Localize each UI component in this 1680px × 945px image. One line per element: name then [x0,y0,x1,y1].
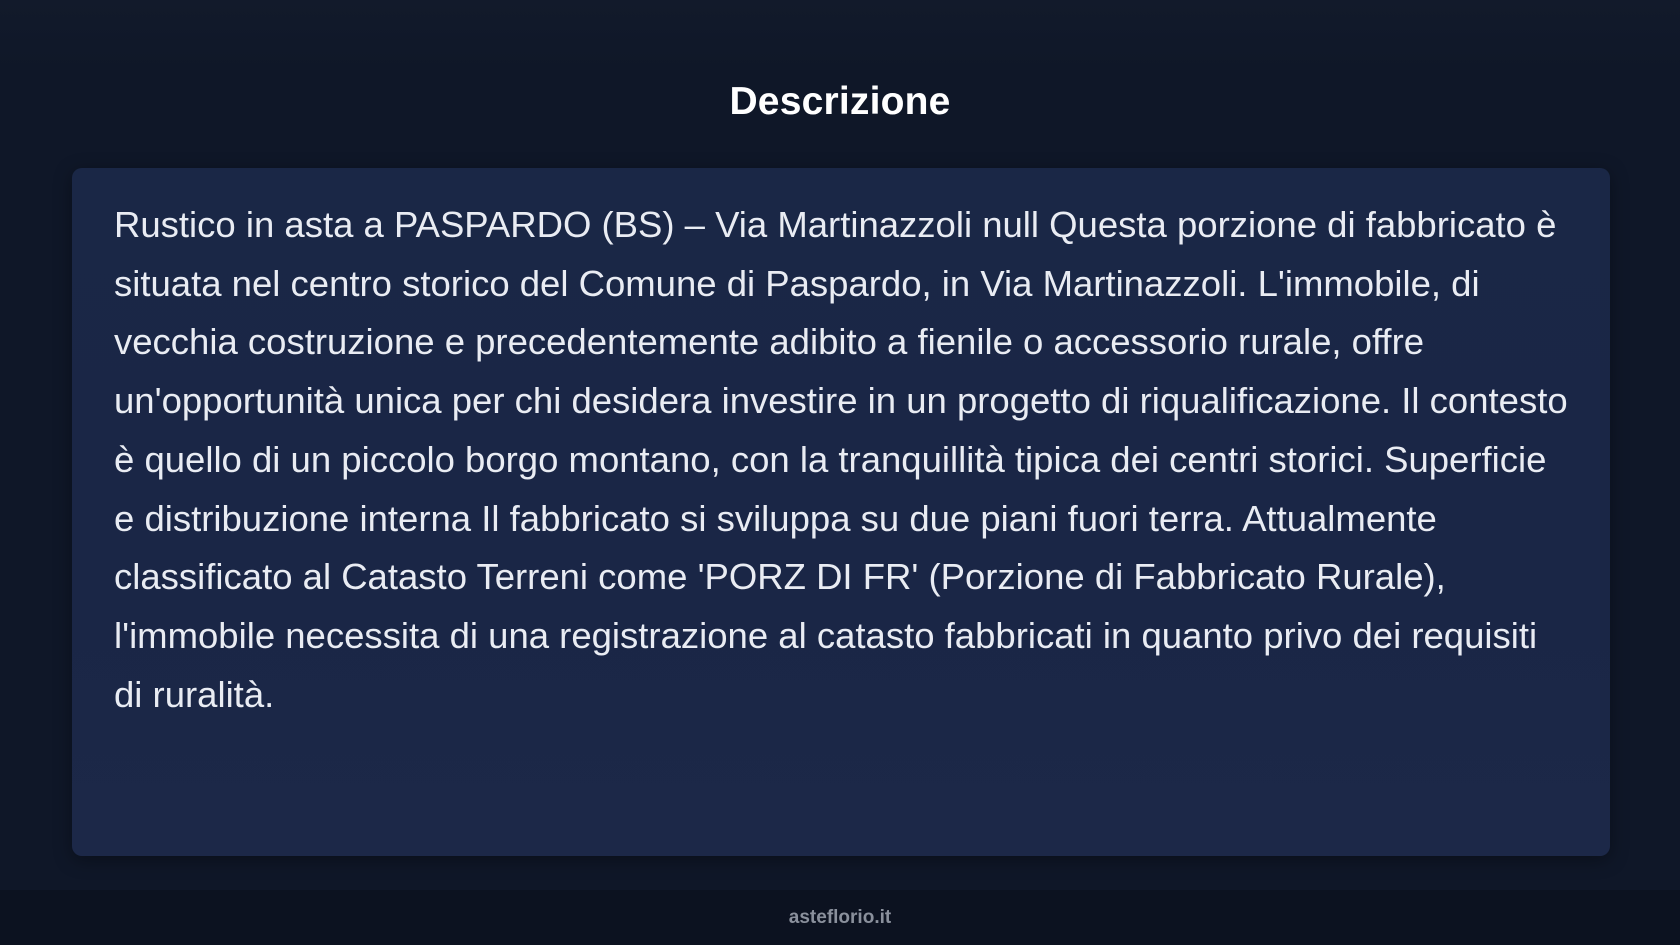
top-band [0,0,1680,70]
description-card [72,168,1610,856]
footer [0,890,1680,945]
description-text: Rustico in asta a PASPARDO (BS) – Via Martinazzoli null Questa porzione di fabbricato è situata nel centro storico del Comune di Paspardo, in Via Martinazzoli. L'immobile, di vecchia costruzione e precedentemente adibito a fienile o accessorio rurale, offre un'opportunità unica per chi desidera investire in un progetto di riqualificazione. Il contesto è quello di un piccolo borgo montano, con la tranquillità tipica dei centri storici. Superficie e distribuzione interna Il fabbricato si sviluppa su due piani fuori terra. Attualmente classificato al Catasto Terreni come 'PORZ DI FR' (Porzione di Fabbricato Rurale), l'immobile necessita di una registrazione al catasto fabbricati in quanto privo dei requisiti di ruralità. [114,204,1568,715]
page-title: Descrizione [729,80,951,123]
footer-site-label: asteflorio.it [788,907,892,928]
